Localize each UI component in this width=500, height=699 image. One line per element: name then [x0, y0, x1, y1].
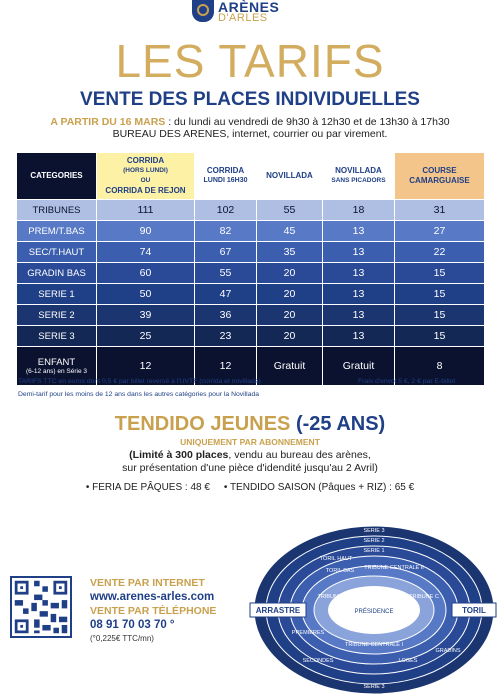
map-premieres: PREMIERES — [291, 630, 325, 636]
arenes-logo — [192, 0, 308, 24]
price-cell: 15 — [395, 326, 485, 347]
category-cell: ENFANT (6-12 ans) en Série 3 — [17, 347, 97, 386]
price-cell: 39 — [97, 305, 195, 326]
svg-text:ARRASTRE: ARRASTRE — [255, 606, 301, 615]
note-demi-tarif: Demi-tarif pour les moins de 12 ans dans les autres catégories pour la Novillada — [18, 391, 260, 398]
col-header-novillada-sans-picadors: NOVILLADA SANS PICADORS — [323, 153, 395, 200]
map-tribune-a: TRIBUNE A — [317, 594, 347, 600]
price-row — [17, 242, 485, 263]
price-cell: 55 — [257, 200, 323, 221]
price-cell: 25 — [97, 326, 195, 347]
price-cell: 15 — [395, 263, 485, 284]
price-cell: 22 — [395, 242, 485, 263]
map-presidence: PRÉSIDENCE — [354, 609, 394, 615]
map-serie3-bottom: SERIE 3 — [363, 684, 385, 690]
tendido-prices — [0, 482, 500, 494]
page-subtitle: VENTE DES PLACES INDIVIDUELLES — [80, 89, 420, 110]
map-secondes: SECONDES — [302, 658, 334, 664]
price-table — [16, 152, 485, 386]
price-cell: 8 — [395, 347, 485, 386]
svg-text:TORIL: TORIL — [462, 606, 486, 615]
price-cell: 12 — [195, 347, 257, 386]
tendido-conditions — [0, 449, 500, 475]
price-cell: 20 — [257, 305, 323, 326]
price-cell: 18 — [323, 200, 395, 221]
price-cell: 20 — [257, 326, 323, 347]
logo-city: D'ARLES — [218, 12, 268, 24]
map-gradins: GRADINS — [435, 648, 461, 654]
price-row — [17, 305, 485, 326]
category-cell: TRIBUNES — [17, 200, 97, 221]
price-cell: 60 — [97, 263, 195, 284]
map-tribune-centrale-1: TRIBUNE CENTRALE I — [344, 642, 404, 648]
logo-emblem-icon — [192, 0, 214, 22]
price-row — [17, 326, 485, 347]
price-cell: 13 — [323, 284, 395, 305]
price-row — [17, 263, 485, 284]
price-cell: 82 — [195, 221, 257, 242]
col-header-categories: CATEGORIES — [17, 153, 97, 200]
sales-contact — [90, 576, 216, 646]
map-serie2-top: SERIE 2 — [363, 538, 385, 544]
price-cell: 45 — [257, 221, 323, 242]
col-header-novillada: NOVILLADA — [257, 153, 323, 200]
category-cell: PREM/T.BAS — [17, 221, 97, 242]
col-header-corrida-lundi: CORRIDA LUNDI 16H30 — [195, 153, 257, 200]
feria-paques-price: • FERIA DE PÂQUES : 48 € — [85, 482, 210, 493]
category-cell: SERIE 3 — [17, 326, 97, 347]
price-cell: 27 — [395, 221, 485, 242]
price-cell: 31 — [395, 200, 485, 221]
price-cell: 12 — [97, 347, 195, 386]
tendido-proof: sur présentation d'une pièce d'idendité jusqu'au 2 Avril) — [122, 462, 378, 474]
price-row — [17, 221, 485, 242]
price-cell: 35 — [257, 242, 323, 263]
map-serie3-top: SERIE 3 — [363, 528, 385, 534]
sale-dates — [0, 116, 500, 140]
col-header-corrida: CORRIDA (HORS LUNDI) OU CORRIDA DE REJON — [97, 153, 195, 200]
price-cell: 111 — [97, 200, 195, 221]
map-tribune-centrale-2: TRIBUNE CENTRALE II — [364, 565, 424, 571]
internet-sales-label: VENTE PAR INTERNET — [90, 577, 205, 589]
tendido-age: (-25 ANS) — [295, 413, 386, 435]
logo-name: ARÈNES — [218, 0, 280, 15]
category-cell: SERIE 1 — [17, 284, 97, 305]
category-cell: SERIE 2 — [17, 305, 97, 326]
col-header-course-camarguaise: COURSE CAMARGUAISE — [395, 153, 485, 200]
page-title: LES TARIFS — [115, 35, 385, 87]
price-cell: 50 — [97, 284, 195, 305]
price-cell: 15 — [395, 305, 485, 326]
price-cell: 102 — [195, 200, 257, 221]
price-cell: 47 — [195, 284, 257, 305]
price-cell: Gratuit — [323, 347, 395, 386]
price-cell: 13 — [323, 263, 395, 284]
price-cell: 13 — [323, 242, 395, 263]
map-loges: LOGES — [398, 658, 418, 664]
price-cell: 55 — [195, 263, 257, 284]
toril-label — [452, 603, 496, 617]
price-cell: 13 — [323, 221, 395, 242]
tendido-title — [0, 413, 500, 435]
map-serie1-top: SERIE 1 — [363, 548, 385, 554]
note-fees: Frais d'envoi 5 €, 2 € par E-billet — [358, 378, 456, 385]
price-cell: 13 — [323, 305, 395, 326]
website-link[interactable]: www.arenes-arles.com — [90, 591, 215, 603]
price-row — [17, 200, 485, 221]
map-toril-haut: TORIL HAUT — [319, 556, 353, 562]
category-cell: SEC/T.HAUT — [17, 242, 97, 263]
abonnement-only: UNIQUEMENT PAR ABONNEMENT — [180, 437, 320, 447]
tendido-limit-rest: , vendu au bureau des arènes, — [228, 449, 371, 461]
price-cell: 13 — [323, 326, 395, 347]
sale-start: A PARTIR DU 16 MARS — [50, 116, 166, 128]
note-ttc: TARIFS TTC en euros dont 0,5 € par billet reversé à l'UVTF (corrida et novillada) — [18, 378, 261, 385]
price-row — [17, 284, 485, 305]
price-cell: 23 — [195, 326, 257, 347]
price-cell: 20 — [257, 263, 323, 284]
price-cell: 74 — [97, 242, 195, 263]
map-toril-bas: TORIL BAS — [325, 568, 355, 574]
price-cell: 20 — [257, 284, 323, 305]
phone-sales-label: VENTE PAR TÉLÉPHONE — [90, 605, 217, 617]
price-cell: Gratuit — [257, 347, 323, 386]
tendido-limit: (Limité à 300 places — [129, 449, 229, 461]
phone-cost: (°0,225€ TTC/mn) — [90, 634, 154, 643]
arrastre-label — [250, 603, 306, 617]
price-table-header — [17, 153, 485, 200]
price-cell: 67 — [195, 242, 257, 263]
price-cell: 90 — [97, 221, 195, 242]
tendido-saison-price: • TENDIDO SAISON (Pâques + RIZ) : 65 € — [223, 482, 415, 493]
category-cell: GRADIN BAS — [17, 263, 97, 284]
price-cell: 15 — [395, 284, 485, 305]
sale-hours: : du lundi au vendredi de 9h30 à 12h30 et de 13h30 à 17h30 — [168, 116, 450, 128]
sale-channels: BUREAU DES ARENES, internet, courrier ou par virement. — [112, 128, 388, 140]
qr-code-icon[interactable] — [10, 576, 72, 638]
tendido-label: TENDIDO JEUNES — [114, 413, 291, 435]
price-cell: 36 — [195, 305, 257, 326]
phone-number[interactable]: 08 91 70 03 70 ° — [90, 619, 175, 631]
map-tribune-c: TRIBUNE C — [409, 594, 439, 600]
arena-seating-map — [248, 512, 498, 696]
